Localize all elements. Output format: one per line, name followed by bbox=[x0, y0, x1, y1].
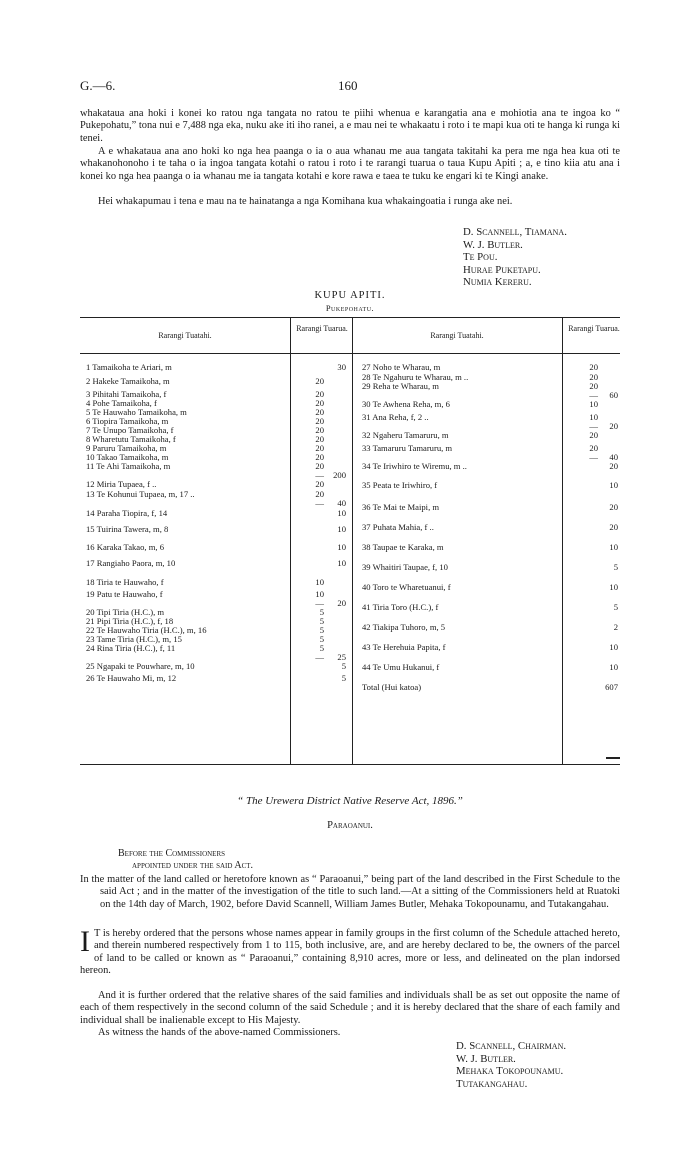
page-number: 160 bbox=[338, 78, 358, 93]
schedule-entry-name: 40 Toro te Wharetuanui, f bbox=[362, 582, 451, 592]
schedule-entry-share: — bbox=[315, 470, 324, 480]
column-divider bbox=[562, 317, 563, 764]
schedule-entry-share: 20 bbox=[589, 381, 598, 391]
schedule-entry-share: 5 bbox=[319, 616, 324, 626]
schedule-entry-share: — bbox=[315, 498, 324, 508]
schedule-entry-name: 24 Rina Tiria (H.C.), f, 11 bbox=[86, 643, 176, 653]
schedule-entry-share: — bbox=[315, 598, 324, 608]
signatory: D. Scannell, Tiamana. bbox=[463, 226, 567, 238]
schedule-entry-share: 5 bbox=[319, 634, 324, 644]
column-header-names-right: Rarangi Tuatahi. bbox=[430, 331, 484, 340]
intro-paragraph-1: whakataua ana hoki i konei ko ratou nga tangata no ratou te piihi whenua e karangatia ana e mohiotia ana te ingoa ko “ Pukepohatu,” tona nui e 7,488 nga eka, nuku ake iti iho ranei, a e mau nei te whakaatu i roto i te mapi kua oti te hanga ki runga ki tenei. bbox=[80, 108, 620, 144]
schedule-entry-name: 21 Pipi Tiria (H.C.), f, 18 bbox=[86, 616, 174, 626]
schedule-entry-name: 29 Reha te Wharau, m bbox=[362, 381, 439, 391]
schedule-entry-share: 20 bbox=[315, 452, 324, 462]
schedule-group-subtotal: 30 bbox=[337, 362, 346, 372]
schedule-entry-share: — bbox=[589, 390, 598, 400]
schedule-entry-name: 3 Pihitahi Tamaikoha, f bbox=[86, 389, 167, 399]
schedule-entry-share: 20 bbox=[315, 479, 324, 489]
schedule-entry-name: 43 Te Herehuia Papita, f bbox=[362, 642, 446, 652]
schedule-group-subtotal: 20 bbox=[337, 598, 346, 608]
schedule-entry-name: 12 Miria Tupaea, f .. bbox=[86, 479, 157, 489]
schedule-entry-name: 13 Te Kohunui Tupaea, m, 17 .. bbox=[86, 489, 195, 499]
order-text-1: T is hereby ordered that the persons whose names appear in family groups in the first column of the Schedule attached hereto, and therein numbered respectively from 1 to 115, both inclusive, are, and are hereby declared to be, the owners of the parcel of land to be called or known as “ Paraoanui,” containing 8,910 acres, more or less, and delineated on the plan indorsed hereon. bbox=[80, 928, 620, 977]
schedule-subtitle: Pukepohatu. bbox=[325, 303, 375, 313]
schedule-group-subtotal: 5 bbox=[341, 673, 346, 683]
schedule-group-subtotal: 5 bbox=[613, 562, 618, 572]
signatory: Tutakangahau. bbox=[456, 1077, 528, 1090]
schedule-entry-name: Total (Hui katoa) bbox=[362, 682, 422, 692]
schedule-entry-name: 5 Te Hauwaho Tamaikoha, m bbox=[86, 407, 187, 417]
schedule-group-subtotal: 20 bbox=[609, 421, 618, 431]
schedule-entry-name: 38 Taupae te Karaka, m bbox=[362, 542, 444, 552]
schedule-group-subtotal: 5 bbox=[341, 661, 346, 671]
schedule-entry-name: 4 Pohe Tamaikoha, f bbox=[86, 398, 157, 408]
order-paragraph-2: And it is further ordered that the relative shares of the said families and individuals shall be as set out opposite the name of each of them respectively in the second column of the said Schedule ; and it is hereby declared that the share of each family and individual shall be inalienable except to His Majesty. bbox=[80, 990, 620, 1026]
schedule-entry-name: 19 Patu te Hauwaho, f bbox=[86, 589, 163, 599]
signatory: Hurae Puketapu. bbox=[463, 263, 541, 276]
schedule-group-subtotal: 20 bbox=[609, 502, 618, 512]
schedule-entry-share: 20 bbox=[315, 425, 324, 435]
schedule-group-subtotal: 25 bbox=[337, 652, 346, 662]
schedule-entry-share: 20 bbox=[315, 407, 324, 417]
column-divider bbox=[352, 317, 353, 764]
schedule-entry-name: 35 Peata te Iriwhiro, f bbox=[362, 480, 438, 490]
table-header-rule bbox=[80, 353, 620, 354]
act-title: “ The Urewera District Native Reserve Act, 1896.” bbox=[237, 795, 463, 807]
schedule-group-subtotal: 5 bbox=[613, 602, 618, 612]
schedule-entry-name: 10 Takao Tamaikoha, m bbox=[86, 452, 169, 462]
document-reference: G.—6. bbox=[80, 78, 116, 93]
schedule-group-subtotal: 10 bbox=[609, 662, 618, 672]
schedule-group-subtotal: 2 bbox=[613, 622, 618, 632]
signatory: Mehaka Tokopounamu. bbox=[456, 1065, 564, 1078]
schedule-entry-name: 6 Tiopira Tamaikoha, m bbox=[86, 416, 169, 426]
schedule-entry-share: 20 bbox=[315, 443, 324, 453]
schedule-entry-share: — bbox=[589, 452, 598, 462]
schedule-entry-share: 20 bbox=[315, 416, 324, 426]
schedule-entry-name: 11 Te Ahi Tamaikoha, m bbox=[86, 461, 171, 471]
signatory: D. Scannell, Chairman. bbox=[456, 1040, 567, 1052]
schedule-group-subtotal: 20 bbox=[609, 522, 618, 532]
column-header-shares-left: Rarangi Tuarua. bbox=[296, 324, 348, 333]
schedule-entry-name: 28 Te Ngahuru te Wharau, m .. bbox=[362, 372, 469, 382]
schedule-entry-name: 32 Ngaheru Tamaruru, m bbox=[362, 430, 449, 440]
schedule-entry-name: 1 Tamaikoha te Ariari, m bbox=[86, 362, 172, 372]
schedule-entry-share: 20 bbox=[315, 398, 324, 408]
schedule-entry-name: 41 Tiria Toro (H.C.), f bbox=[362, 602, 439, 612]
signatory: Numia Kereru. bbox=[463, 276, 532, 289]
schedule-entry-share: 10 bbox=[589, 412, 598, 422]
drop-cap: I bbox=[80, 925, 90, 958]
schedule-group-subtotal: 20 bbox=[609, 461, 618, 471]
schedule-entry-share: 20 bbox=[315, 376, 324, 386]
in-the-matter-paragraph: In the matter of the land called or heretofore known as “ Paraoanui,” being part of the land described in the First Schedule to the said Act ; and in the matter of the investigation of the title to such land.—At a sitting of the Commissioners held at Ruatoki on the 14th day of March, 1902, before David Scannell, William James Butler, Mehaka Tokopounamu, and Tutakangahau. bbox=[80, 874, 620, 910]
schedule-entry-name: 42 Tiakipa Tuhoro, m, 5 bbox=[362, 622, 446, 632]
schedule-entry-name: 17 Rangiaho Paora, m, 10 bbox=[86, 558, 176, 568]
schedule-entry-name: 8 Wharetutu Tamaikoha, f bbox=[86, 434, 176, 444]
schedule-group-subtotal: 40 bbox=[609, 452, 618, 462]
schedule-group-subtotal: 10 bbox=[609, 480, 618, 490]
schedule-group-subtotal: 607 bbox=[605, 682, 618, 692]
schedule-entry-share: 5 bbox=[319, 625, 324, 635]
schedule-entry-share: 10 bbox=[315, 589, 324, 599]
schedule-entry-name: 2 Hakeke Tamaikoha, m bbox=[86, 376, 170, 386]
schedule-group-subtotal: 60 bbox=[609, 390, 618, 400]
schedule-group-subtotal: 10 bbox=[609, 642, 618, 652]
schedule-group-subtotal: 10 bbox=[609, 542, 618, 552]
schedule-group-subtotal: 10 bbox=[337, 508, 346, 518]
schedule-entry-name: 31 Ana Reha, f, 2 .. bbox=[362, 412, 429, 422]
schedule-entry-name: 25 Ngapaki te Pouwhare, m, 10 bbox=[86, 661, 195, 671]
schedule-group-subtotal: 10 bbox=[337, 558, 346, 568]
schedule-entry-share: 20 bbox=[315, 389, 324, 399]
schedule-entry-share: 20 bbox=[589, 372, 598, 382]
schedule-entry-share: 10 bbox=[589, 399, 598, 409]
schedule-entry-share: 20 bbox=[589, 362, 598, 372]
total-underline bbox=[606, 757, 620, 759]
schedule-entry-share: 5 bbox=[319, 607, 324, 617]
table-bottom-rule bbox=[80, 764, 620, 765]
column-header-names-left: Rarangi Tuatahi. bbox=[158, 331, 212, 340]
schedule-entry-name: 34 Te Iriwhiro te Wiremu, m .. bbox=[362, 461, 467, 471]
schedule-entry-share: 20 bbox=[315, 461, 324, 471]
table-top-rule bbox=[80, 317, 620, 318]
schedule-entry-name: 33 Tamaruru Tamaruru, m bbox=[362, 443, 453, 453]
schedule-entry-name: 39 Whaitiri Taupae, f, 10 bbox=[362, 562, 448, 572]
intro-paragraph-2: A e whakataua ana ano hoki ko nga hea paanga o ia o aua whanau me aua tangata takitahi ka pera me nga hea kua oti te whakanohonoho i te taha o ia ingoa tangata kotahi o ratou i roto i te rarangi tuarua o taua Kupu Apiti ; a, e tino kiia atu ana i konei ko nga hea paanga o ia whanau me ia tangata kotahi e kore rawa e taea te tuku ke engari ki te Kingi anake. bbox=[80, 146, 620, 182]
schedule-group-subtotal: 10 bbox=[337, 524, 346, 534]
schedule-group-subtotal: 10 bbox=[337, 542, 346, 552]
schedule-group-subtotal: 40 bbox=[337, 498, 346, 508]
signatory: W. J. Butler. bbox=[463, 238, 523, 251]
column-header-shares-right: Rarangi Tuarua. bbox=[568, 324, 620, 333]
schedule-entry-name: 14 Paraha Tiopira, f, 14 bbox=[86, 508, 168, 518]
column-divider bbox=[290, 317, 291, 764]
intro-paragraph-3: Hei whakapumau i tena e mau na te hainatanga a nga Komihana kua whakaingoatia i runga ake nei. bbox=[98, 196, 513, 207]
schedule-entry-name: 15 Tuirina Tawera, m, 8 bbox=[86, 524, 169, 534]
schedule-entry-share: 5 bbox=[319, 643, 324, 653]
schedule-entry-share: 20 bbox=[315, 489, 324, 499]
schedule-entry-name: 16 Karaka Takao, m, 6 bbox=[86, 542, 164, 552]
schedule-entry-name: 23 Tame Tiria (H.C.), m, 15 bbox=[86, 634, 182, 644]
schedule-entry-name: 44 Te Umu Hukanui, f bbox=[362, 662, 440, 672]
schedule-entry-name: 36 Te Mai te Maipi, m bbox=[362, 502, 440, 512]
land-block-title: Paraoanui. bbox=[327, 820, 373, 831]
schedule-entry-name: 37 Puhata Mahia, f .. bbox=[362, 522, 434, 532]
schedule-entry-name: 18 Tiria te Hauwaho, f bbox=[86, 577, 164, 587]
schedule-group-subtotal: 10 bbox=[609, 582, 618, 592]
signatory: Te Pou. bbox=[463, 251, 498, 264]
schedule-entry-name: 26 Te Hauwaho Mi, m, 12 bbox=[86, 673, 177, 683]
schedule-entry-share: 10 bbox=[315, 577, 324, 587]
schedule-entry-name: 9 Paruru Tamaikoha, m bbox=[86, 443, 167, 453]
schedule-entry-share: — bbox=[315, 652, 324, 662]
schedule-entry-name: 27 Noho te Wharau, m bbox=[362, 362, 441, 372]
schedule-entry-share: 20 bbox=[315, 434, 324, 444]
schedule-entry-name: 30 Te Awhena Reha, m, 6 bbox=[362, 399, 450, 409]
schedule-entry-name: 20 Tipi Tiria (H.C.), m bbox=[86, 607, 165, 617]
schedule-title: KUPU APITI. bbox=[314, 290, 386, 301]
schedule-entry-name: 7 Te Unupo Tamaikoha, f bbox=[86, 425, 174, 435]
order-paragraph-1 bbox=[80, 925, 620, 978]
schedule-entry-share: 20 bbox=[589, 430, 598, 440]
schedule-entry-name: 22 Te Hauwaho Tiria (H.C.), m, 16 bbox=[86, 625, 207, 635]
signature-block-2 bbox=[456, 1040, 566, 1090]
before-line-1: Before the Commissioners bbox=[118, 848, 226, 859]
schedule-group-subtotal: 200 bbox=[333, 470, 346, 480]
schedule-entry-share: — bbox=[589, 421, 598, 431]
witness-line: As witness the hands of the above-named Commissioners. bbox=[98, 1027, 341, 1038]
signature-block-1 bbox=[463, 226, 567, 289]
before-line-2: appointed under the said Act. bbox=[132, 860, 254, 871]
schedule-entry-share: 20 bbox=[589, 443, 598, 453]
signatory: W. J. Butler. bbox=[456, 1052, 516, 1065]
